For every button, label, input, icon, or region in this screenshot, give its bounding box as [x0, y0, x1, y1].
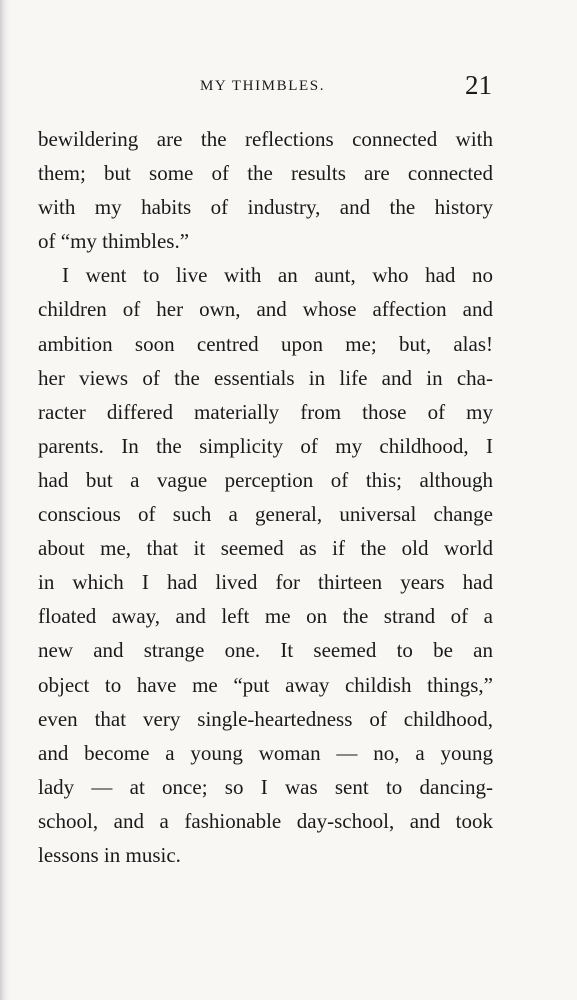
page-number: 21 — [465, 70, 492, 100]
text-line: even that very single-heartedness of childhood, — [38, 706, 493, 731]
text-line: bewildering are the reflections connected with — [38, 127, 493, 151]
page-header — [0, 70, 577, 106]
text-line: object to have me “put away childish things,” — [38, 672, 493, 697]
text-line: new and strange one. It seemed to be an — [38, 638, 493, 663]
text-line: lady — at once; so I was sent to dancing- — [38, 774, 493, 799]
text-line: had but a vague perception of this; although — [38, 467, 493, 492]
gutter-shadow — [0, 0, 10, 1000]
text-line: children of her own, and whose affection and — [38, 297, 493, 322]
body-text — [38, 122, 493, 872]
text-line: ambition soon centred upon me; but, alas! — [38, 331, 493, 356]
text-line: and become a young woman — no, a young — [38, 740, 493, 765]
text-line: floated away, and left me on the strand of a — [38, 604, 493, 629]
text-line: lessons in music. — [38, 842, 181, 867]
paragraph-start-line: I went to live with an aunt, who had no — [62, 263, 493, 288]
text-line: conscious of such a general, universal change — [38, 502, 493, 527]
running-head: MY THIMBLES. — [200, 78, 326, 94]
text-line: about me, that it seemed as if the old world — [38, 536, 493, 561]
text-line: her views of the essentials in life and in cha- — [38, 365, 493, 390]
text-line: them; but some of the results are connected — [38, 161, 493, 186]
text-line: racter differed materially from those of my — [38, 399, 493, 424]
text-line: of “my thimbles.” — [38, 229, 190, 254]
text-line: school, and a fashionable day-school, and took — [38, 808, 493, 833]
text-line: with my habits of industry, and the history — [38, 195, 493, 220]
text-line: in which I had lived for thirteen years had — [38, 570, 493, 595]
text-line: parents. In the simplicity of my childhood, I — [38, 433, 493, 458]
